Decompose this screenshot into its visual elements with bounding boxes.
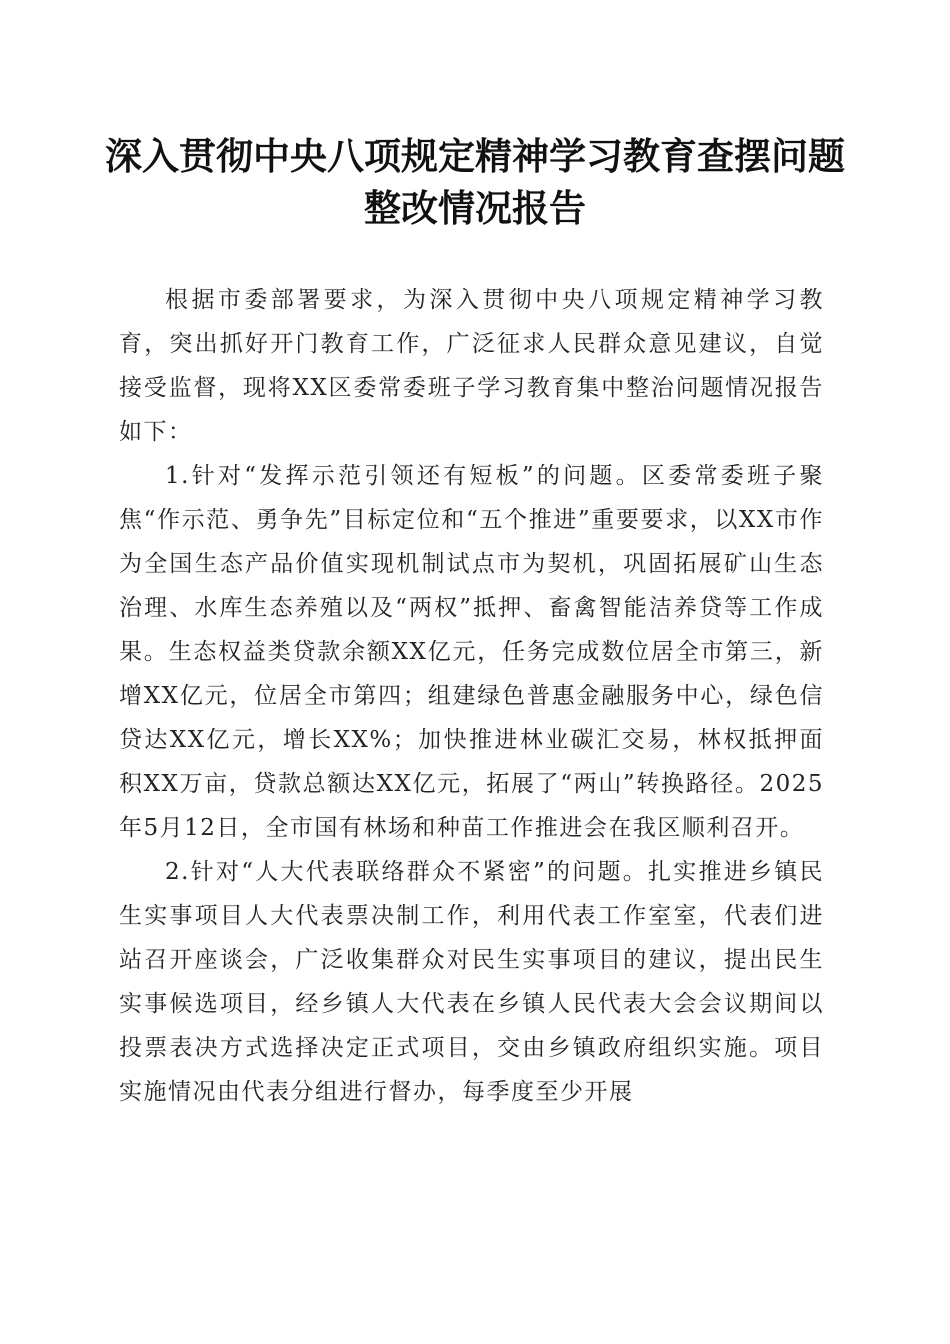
title-line-2: 整改情况报告: [364, 186, 586, 230]
paragraph-intro: 根据市委部署要求，为深入贯彻中央八项规定精神学习教育，突出抓好开门教育工作，广泛征求人民群众意见建议，自觉接受监督，现将XX区委常委班子学习教育集中整治问题情况报告如下：: [119, 287, 824, 445]
document-title: [100, 130, 850, 234]
title-line-1: 深入贯彻中央八项规定精神学习教育查摆问题: [105, 134, 845, 178]
document-body: [119, 278, 824, 1114]
paragraph-item-1: 1.针对“发挥示范引领还有短板”的问题。区委常委班子聚焦“作示范、勇争先”目标定位和“五个推进”重要要求，以XX市作为全国生态产品价值实现机制试点市为契机，巩固拓展矿山生态治理、水库生态养殖以及“两权”抵押、畜禽智能洁养贷等工作成果。生态权益类贷款余额XX亿元，任务完成数位居全市第三，新增XX亿元，位居全市第四；组建绿色普惠金融服务中心，绿色信贷达XX亿元，增长XX%；加快推进林业碳汇交易，林权抵押面积XX万亩，贷款总额达XX亿元，拓展了“两山”转换路径。2025年5月12日，全市国有林场和种苗工作推进会在我区顺利召开。: [119, 463, 824, 841]
paragraph-item-2: 2.针对“人大代表联络群众不紧密”的问题。扎实推进乡镇民生实事项目人大代表票决制工作，利用代表工作室室，代表们进站召开座谈会，广泛收集群众对民生实事项目的建议，提出民生实事候选项目，经乡镇人大代表在乡镇人民代表大会会议期间以投票表决方式选择决定正式项目，交由乡镇政府组织实施。项目实施情况由代表分组进行督办，每季度至少开展: [119, 859, 824, 1105]
